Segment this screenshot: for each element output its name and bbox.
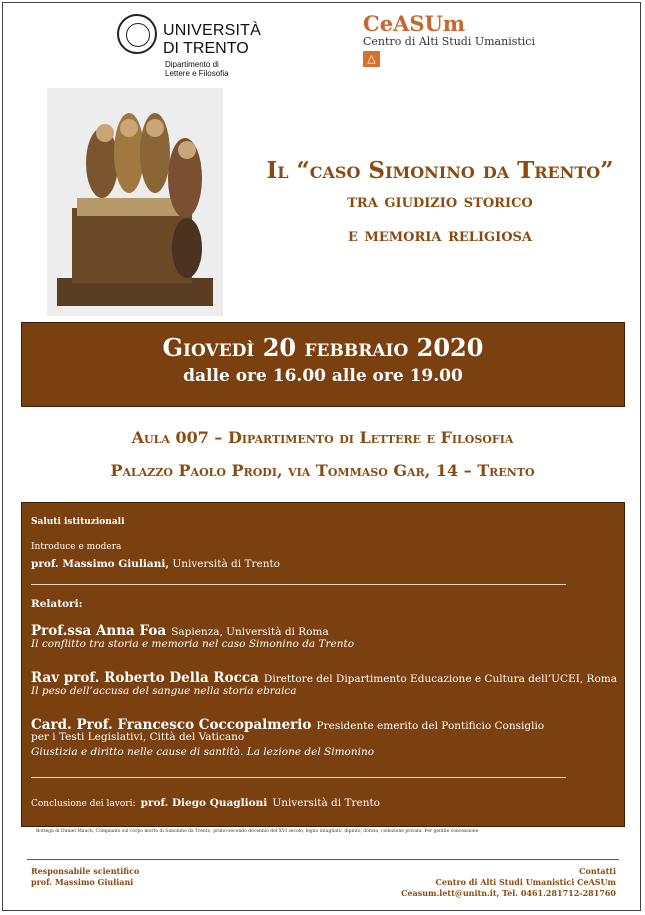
divider bbox=[31, 777, 566, 778]
university-name-line1: UNIVERSITÀ bbox=[163, 22, 262, 39]
event-room: Aula 007 – Dipartimento di Lettere e Filosofia bbox=[131, 428, 514, 447]
ceasum-subtitle: Centro di Alti Studi Umanistici bbox=[363, 35, 535, 48]
footer-right-org: Centro di Alti Studi Umanistici CeASUm bbox=[435, 877, 616, 887]
footer-left-name: prof. Massimo Giuliani bbox=[31, 877, 134, 887]
university-seal-icon bbox=[117, 14, 157, 54]
speaker-2-talk: Il peso dell’accusa del sangue nella storia ebraica bbox=[31, 685, 297, 697]
moderator-line bbox=[31, 558, 280, 570]
footer-right-label: Contatti bbox=[579, 866, 616, 876]
speaker-3-affiliation-2: per i Testi Legislativi, Città del Vaticano bbox=[31, 731, 245, 743]
graduation-cap-icon: △ bbox=[363, 51, 380, 67]
intro-label: Introduce e modera bbox=[31, 542, 122, 552]
speaker-2-affiliation: Direttore del Dipartimento Educazione e Cultura dell’UCEI, Roma bbox=[263, 673, 617, 685]
university-name-line2: DI TRENTO bbox=[163, 40, 249, 57]
footer-divider bbox=[27, 859, 619, 860]
speaker-1-line bbox=[31, 620, 329, 639]
greetings-label: Saluti istituzionali bbox=[31, 517, 125, 527]
speaker-3-affiliation: Presidente emerito del Pontificio Consiglio bbox=[316, 720, 545, 732]
speaker-1-affiliation: Sapienza, Università di Roma bbox=[171, 626, 329, 638]
event-title-line2: tra giudizio storico bbox=[347, 190, 533, 212]
ceasum-logo-name: CeASUm bbox=[363, 11, 466, 36]
artwork-image bbox=[47, 88, 223, 316]
speaker-3-name: Card. Prof. Francesco Coccopalmerio bbox=[31, 717, 312, 733]
event-title-line3: e memoria religiosa bbox=[347, 224, 533, 246]
divider bbox=[31, 584, 566, 585]
event-title-line1: Il “caso Simonino da Trento” bbox=[266, 157, 614, 184]
closing-line bbox=[31, 791, 380, 810]
event-time: dalle ore 16.00 alle ore 19.00 bbox=[183, 366, 463, 386]
department-line2: Lettere e Filosofia bbox=[165, 69, 229, 78]
speaker-2-name: Rav prof. Roberto Della Rocca bbox=[31, 670, 259, 686]
footer-left-label: Responsabile scientifico bbox=[31, 866, 140, 876]
closing-name: prof. Diego Quaglioni bbox=[140, 797, 268, 809]
speaker-2-line bbox=[31, 667, 617, 686]
moderator-affiliation: Università di Trento bbox=[172, 558, 280, 570]
event-date: Giovedì 20 febbraio 2020 bbox=[162, 333, 484, 362]
moderator-name: prof. Massimo Giuliani, bbox=[31, 558, 169, 570]
speakers-label: Relatori: bbox=[31, 598, 83, 610]
department-line1: Dipartimento di bbox=[165, 60, 219, 69]
speaker-3-talk: Giustizia e diritto nelle cause di santità. La lezione del Simonino bbox=[31, 746, 375, 758]
speaker-1-talk: Il conflitto tra storia e memoria nel caso Simonino da Trento bbox=[31, 638, 355, 650]
closing-affiliation: Università di Trento bbox=[272, 797, 380, 809]
closing-label: Conclusione dei lavori: bbox=[31, 799, 136, 809]
speaker-1-name: Prof.ssa Anna Foa bbox=[31, 623, 167, 639]
image-credit: Bottega di Daniel Mauch, Compianto sul corpo morto di Simonino da Trento, primo-secondo decennio del XVI secolo, legno intagliato, dipinto, dorato, collezione privata. Per gentile concessione bbox=[36, 829, 479, 834]
footer-contact[interactable]: Ceasum.lett@unitn.it, Tel. 0461.281712-281760 bbox=[401, 888, 616, 898]
event-address: Palazzo Paolo Prodi, via Tommaso Gar, 14 – Trento bbox=[110, 461, 535, 480]
